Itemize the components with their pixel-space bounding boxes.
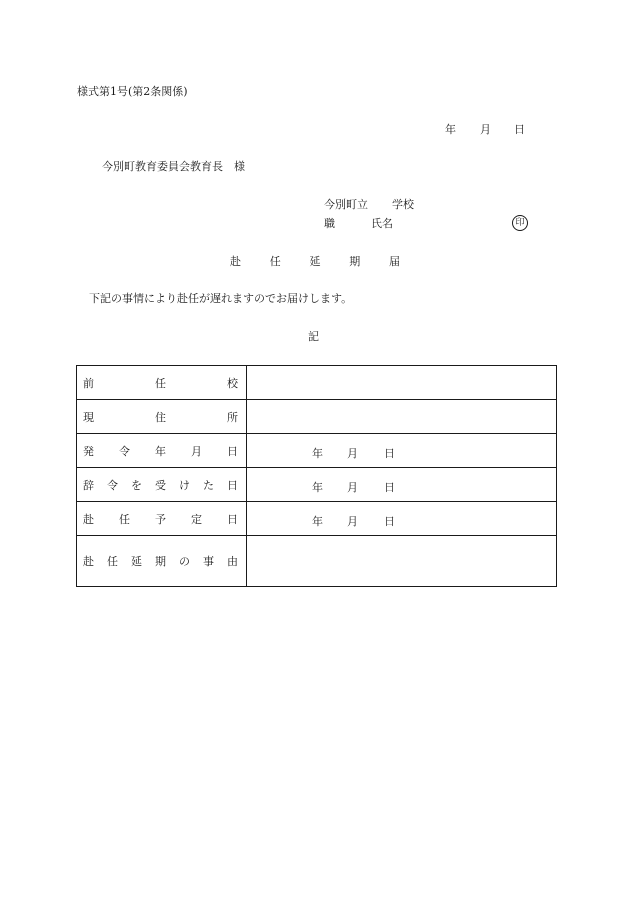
post-label: 職 (324, 217, 335, 230)
row-label-cell (77, 468, 247, 502)
school-prefix: 今別町立 (324, 198, 368, 211)
school-suffix: 学校 (392, 198, 414, 211)
row-label-char: 日 (227, 444, 238, 458)
date-month-label: 月 (480, 123, 491, 136)
row-label-char: 任 (119, 512, 130, 526)
table-row (77, 400, 557, 434)
document-title (230, 256, 400, 267)
row-label (77, 443, 246, 459)
ki-heading: 記 (308, 330, 319, 343)
row-label-char: 前 (83, 376, 94, 390)
title-char: 届 (389, 255, 400, 268)
table-row (77, 434, 557, 468)
title-char: 延 (309, 255, 321, 268)
row-label-char: 年 (155, 444, 166, 458)
row-label-char: 任 (155, 376, 166, 390)
row-label-char: 住 (155, 410, 166, 424)
row-label-char: 辞 (83, 478, 94, 492)
row-value-cell[interactable] (247, 536, 557, 587)
date-year-label: 年 (312, 447, 323, 460)
row-label-cell (77, 366, 247, 400)
date-year-label: 年 (312, 481, 323, 494)
title-char: 任 (269, 255, 281, 268)
row-label-char: 日 (227, 478, 238, 492)
date-day-label: 日 (384, 447, 395, 460)
row-label-char: た (203, 478, 214, 492)
date-month-label: 月 (347, 447, 358, 460)
name-label: 氏名 (371, 217, 393, 230)
row-label-char: 事 (203, 555, 214, 568)
row-label-char: 日 (227, 512, 238, 526)
date-day-label: 日 (384, 515, 395, 528)
row-label-char: 所 (227, 410, 238, 424)
row-value-cell[interactable] (247, 400, 557, 434)
row-label (77, 553, 246, 569)
row-label-char: 期 (155, 555, 166, 568)
school-line (324, 199, 414, 210)
row-label-char: け (179, 478, 190, 492)
row-label-char: 延 (131, 555, 142, 568)
row-label (77, 375, 246, 391)
detail-table (76, 365, 557, 587)
row-label-char: 予 (155, 512, 166, 526)
row-label-cell (77, 502, 247, 536)
row-label-char: 発 (83, 444, 94, 458)
row-label-char: 由 (227, 555, 238, 568)
title-char: 期 (349, 255, 361, 268)
row-label-char: を (131, 478, 142, 492)
title-char: 赴 (230, 255, 241, 268)
row-label (77, 409, 246, 425)
date-year-label: 年 (312, 515, 323, 528)
date-day-label: 日 (514, 123, 525, 136)
row-value-cell[interactable] (247, 502, 557, 536)
date-year-label: 年 (445, 123, 456, 136)
intro-text: 下記の事情により赴任が遅れますのでお届けします。 (89, 292, 353, 305)
row-label-char: 赴 (83, 512, 94, 526)
date-month-label: 月 (347, 481, 358, 494)
addressee: 今別町教育委員会教育長 様 (102, 160, 245, 173)
row-label-cell (77, 536, 247, 587)
table-row (77, 468, 557, 502)
row-label-char: 令 (119, 444, 130, 458)
row-value-cell[interactable] (247, 434, 557, 468)
row-label-cell (77, 434, 247, 468)
row-value-cell[interactable] (247, 366, 557, 400)
row-label (77, 511, 246, 527)
table-row (77, 536, 557, 587)
row-value-cell[interactable] (247, 468, 557, 502)
table-row (77, 502, 557, 536)
row-label-char: 月 (191, 444, 202, 458)
row-label-char: 現 (83, 410, 94, 424)
row-label-char: の (179, 555, 190, 568)
row-label-char: 令 (107, 478, 118, 492)
date-day-label: 日 (384, 481, 395, 494)
row-label-char: 校 (227, 376, 238, 390)
row-label-char: 受 (155, 478, 166, 492)
form-number: 様式第1号(第2条関係) (77, 85, 188, 98)
table-row (77, 366, 557, 400)
seal-mark: 印 (512, 215, 528, 231)
row-label-cell (77, 400, 247, 434)
row-label (77, 477, 246, 493)
row-label-char: 赴 (83, 555, 94, 568)
date-month-label: 月 (347, 515, 358, 528)
row-label-char: 定 (191, 512, 202, 526)
row-label-char: 任 (107, 555, 118, 568)
